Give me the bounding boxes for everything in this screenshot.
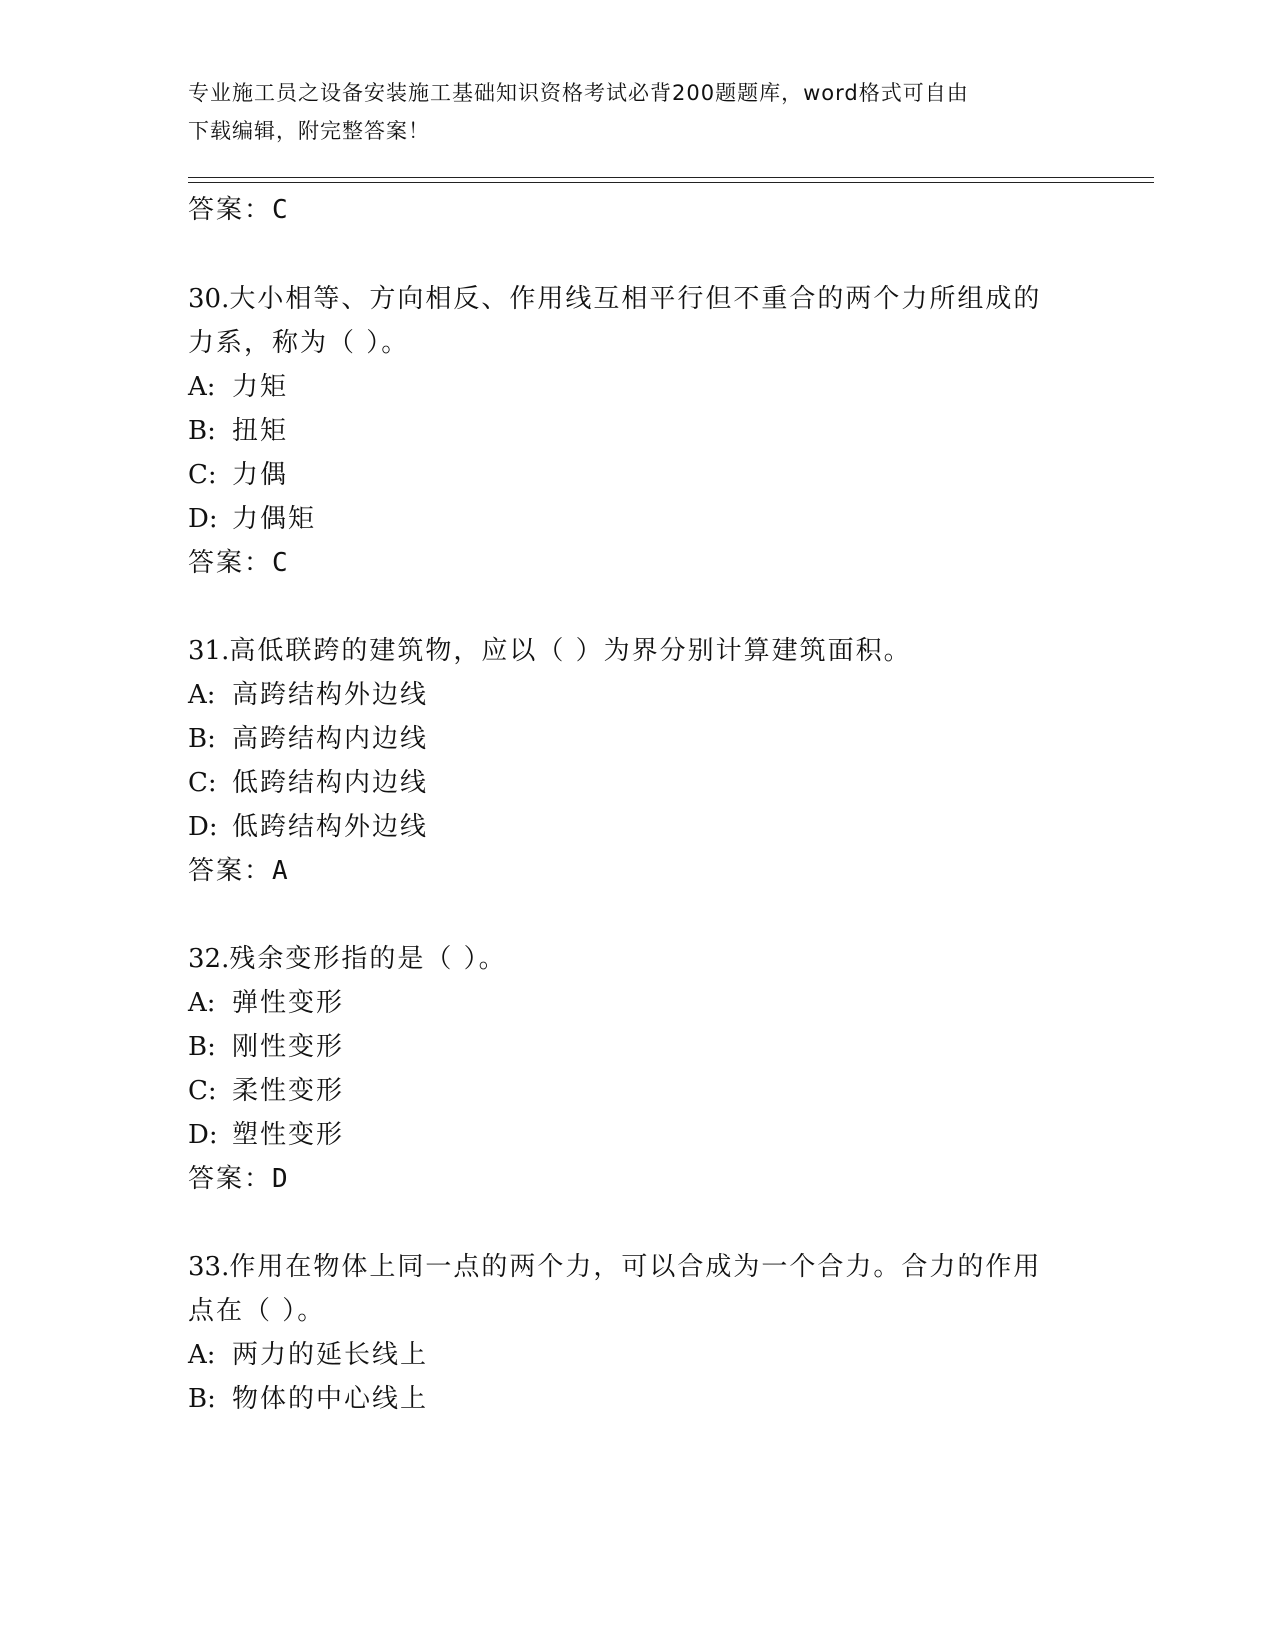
option-letter: A:	[188, 1340, 216, 1370]
question-text: 残余变形指的是（ ）。	[229, 944, 507, 974]
question-30-option-c	[188, 458, 288, 492]
question-number: 33.	[188, 1252, 230, 1282]
option-text: 刚性变形	[232, 1032, 345, 1062]
option-text: 物体的中心线上	[232, 1384, 429, 1414]
question-33-line-2: 点在（ ）。	[188, 1296, 326, 1326]
option-text: 扭矩	[232, 416, 289, 446]
question-31-option-d	[188, 810, 428, 844]
option-letter: C:	[188, 768, 217, 798]
option-letter: A:	[188, 680, 216, 710]
question-text: 作用在物体上同一点的两个力，可以合成为一个合力。合力的作用	[229, 1252, 1042, 1282]
question-31-option-a	[188, 678, 428, 712]
question-30-line-1	[188, 282, 1041, 316]
option-text: 两力的延长线上	[232, 1340, 429, 1370]
answer-value: A	[272, 856, 290, 886]
option-text: 高跨结构外边线	[232, 680, 429, 710]
question-text: 大小相等、方向相反、作用线互相平行但不重合的两个力所组成的	[229, 284, 1042, 314]
option-text: 弹性变形	[232, 988, 345, 1018]
option-letter: D:	[188, 504, 218, 534]
option-text: 高跨结构内边线	[232, 724, 429, 754]
question-30-line-2: 力系，称为（ ）。	[188, 328, 410, 358]
question-32-answer	[188, 1162, 290, 1196]
question-31-option-c	[188, 766, 428, 800]
question-32-option-c	[188, 1074, 344, 1108]
option-text: 塑性变形	[232, 1120, 345, 1150]
question-32-option-b	[188, 1030, 344, 1064]
option-text: 力偶矩	[232, 504, 317, 534]
question-number: 30.	[188, 284, 230, 314]
option-text: 力偶	[232, 460, 289, 490]
question-31-answer	[188, 854, 290, 888]
option-letter: D:	[188, 812, 218, 842]
header-divider-top	[188, 177, 1154, 178]
question-32-line-1	[188, 942, 507, 976]
option-text: 低跨结构外边线	[232, 812, 429, 842]
answer-prefix: 答案：	[188, 195, 273, 225]
option-letter: D:	[188, 1120, 218, 1150]
question-30-option-b	[188, 414, 288, 448]
question-30-answer	[188, 546, 290, 580]
answer-prefix: 答案：	[188, 856, 273, 886]
option-letter: B:	[188, 1384, 216, 1414]
question-number: 32.	[188, 944, 230, 974]
answer-value: D	[272, 1164, 290, 1194]
option-text: 力矩	[232, 372, 289, 402]
answer-value: C	[272, 548, 290, 578]
question-32-option-d	[188, 1118, 344, 1152]
option-text: 柔性变形	[232, 1076, 345, 1106]
question-33-option-a	[188, 1338, 428, 1372]
question-32-option-a	[188, 986, 344, 1020]
option-letter: B:	[188, 416, 216, 446]
question-31-option-b	[188, 722, 428, 756]
option-letter: A:	[188, 988, 216, 1018]
question-30-option-d	[188, 502, 316, 536]
answer-value: C	[272, 195, 290, 225]
option-letter: B:	[188, 724, 216, 754]
question-text: 高低联跨的建筑物，应以（ ）为界分别计算建筑面积。	[229, 636, 912, 666]
answer-prefix: 答案：	[188, 548, 273, 578]
question-30-option-a	[188, 370, 288, 404]
option-letter: B:	[188, 1032, 216, 1062]
answer-line	[188, 193, 290, 227]
question-31-line-1	[188, 634, 912, 668]
question-33-option-b	[188, 1382, 428, 1416]
header-divider-bottom	[188, 182, 1154, 183]
option-letter: C:	[188, 460, 217, 490]
option-letter: C:	[188, 1076, 217, 1106]
question-number: 31.	[188, 636, 230, 666]
document-header	[188, 74, 1088, 150]
header-line-1: 专业施工员之设备安装施工基础知识资格考试必背200题题库，word格式可自由	[188, 81, 969, 105]
answer-prefix: 答案：	[188, 1164, 273, 1194]
question-33-line-1	[188, 1250, 1041, 1284]
option-text: 低跨结构内边线	[232, 768, 429, 798]
header-line-2: 下载编辑，附完整答案！	[188, 119, 430, 143]
option-letter: A:	[188, 372, 216, 402]
